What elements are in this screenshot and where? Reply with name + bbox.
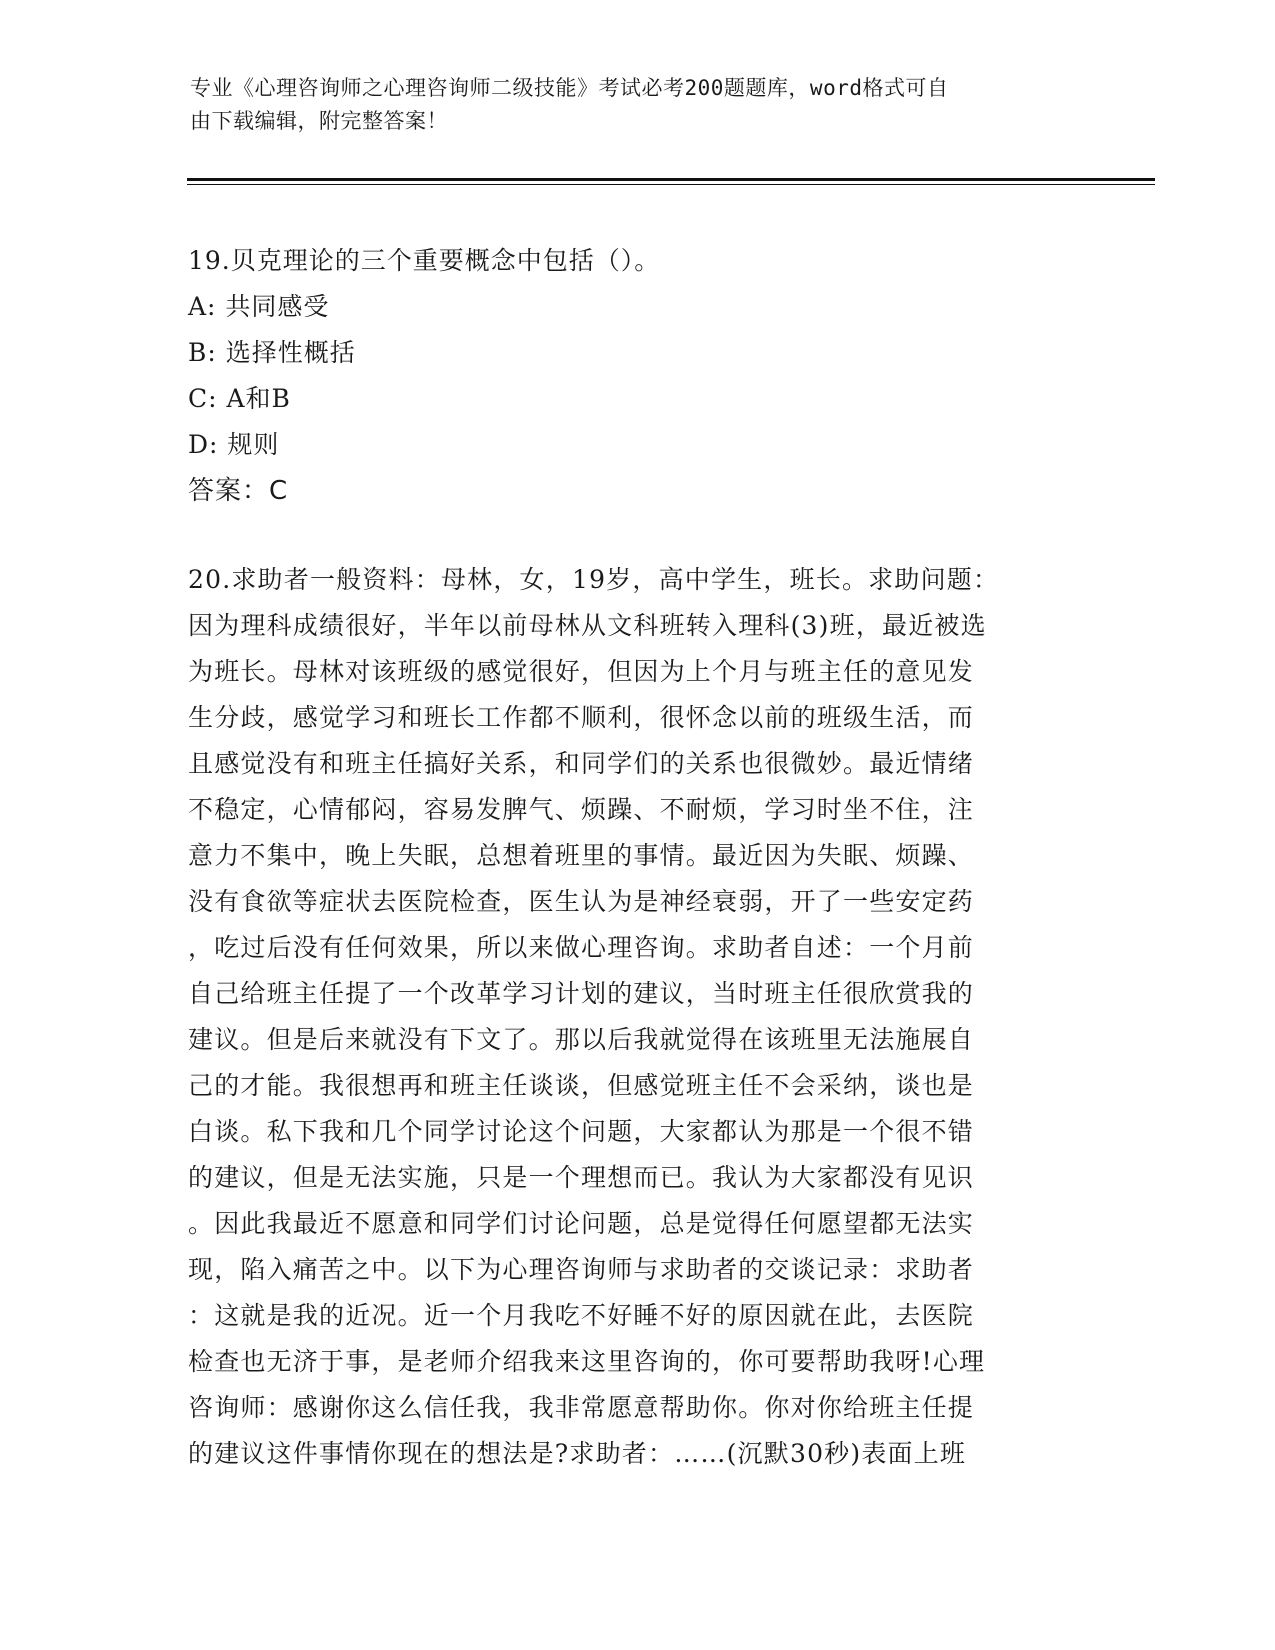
question-stem: 19.贝克理论的三个重要概念中包括（）。 [188, 246, 661, 275]
header-line-2: 由下载编辑，附完整答案！ [190, 109, 448, 133]
paragraph-line: 自己给班主任提了一个改革学习计划的建议，当时班主任很欣赏我的 [188, 979, 975, 1008]
paragraph-line: 咨询师：感谢你这么信任我，我非常愿意帮助你。你对你给班主任提 [188, 1393, 975, 1422]
question-20 [188, 557, 1073, 1477]
paragraph-line: 为班长。母林对该班级的感觉很好，但因为上个月与班主任的意见发 [188, 657, 975, 686]
answer: 答案：C [188, 476, 289, 506]
paragraph-line: 己的才能。我很想再和班主任谈谈，但感觉班主任不会采纳，谈也是 [188, 1071, 975, 1100]
paragraph-line: ，吃过后没有任何效果，所以来做心理咨询。求助者自述：一个月前 [188, 933, 975, 962]
paragraph-line: 建议。但是后来就没有下文了。那以后我就觉得在该班里无法施展自 [188, 1025, 975, 1054]
header-divider-thick [187, 178, 1155, 181]
paragraph-line: 不稳定，心情郁闷，容易发脾气、烦躁、不耐烦，学习时坐不住，注 [188, 795, 975, 824]
header-divider-thin [187, 184, 1155, 185]
document-header [190, 72, 1090, 138]
paragraph-line: 意力不集中，晚上失眠，总想着班里的事情。最近因为失眠、烦躁、 [188, 841, 975, 870]
paragraph-line: 生分歧，感觉学习和班长工作都不顺利，很怀念以前的班级生活，而 [188, 703, 975, 732]
header-line-1: 专业《心理咨询师之心理咨询师二级技能》考试必考200题题库，word格式可自 [190, 76, 949, 100]
option-c: C: A和B [188, 384, 291, 413]
paragraph-line: 现，陷入痛苦之中。以下为心理咨询师与求助者的交谈记录：求助者 [188, 1255, 975, 1284]
paragraph-line: 没有食欲等症状去医院检查，医生认为是神经衰弱，开了一些安定药 [188, 887, 975, 916]
paragraph-line: 且感觉没有和班主任搞好关系，和同学们的关系也很微妙。最近情绪 [188, 749, 975, 778]
paragraph-line: 检查也无济于事，是老师介绍我来这里咨询的，你可要帮助我呀!心理 [188, 1347, 986, 1376]
paragraph-line: 白谈。私下我和几个同学讨论这个问题，大家都认为那是一个很不错 [188, 1117, 975, 1146]
paragraph-line: 20.求助者一般资料：母林，女，19岁，高中学生，班长。求助问题： [188, 565, 1000, 594]
option-d: D: 规则 [188, 430, 280, 459]
question-19 [188, 238, 1088, 514]
paragraph-line: 的建议，但是无法实施，只是一个理想而已。我认为大家都没有见识 [188, 1163, 975, 1192]
paragraph-line: 的建议这件事情你现在的想法是?求助者：……(沉默30秒)表面上班 [188, 1439, 967, 1468]
option-b: B: 选择性概括 [188, 338, 356, 367]
paragraph-line: 因为理科成绩很好，半年以前母林从文科班转入理科(3)班，最近被选 [188, 611, 987, 640]
paragraph-line: 。因此我最近不愿意和同学们讨论问题，总是觉得任何愿望都无法实 [188, 1209, 975, 1238]
option-a: A: 共同感受 [188, 292, 330, 321]
paragraph-line: ：这就是我的近况。近一个月我吃不好睡不好的原因就在此，去医院 [188, 1301, 975, 1330]
